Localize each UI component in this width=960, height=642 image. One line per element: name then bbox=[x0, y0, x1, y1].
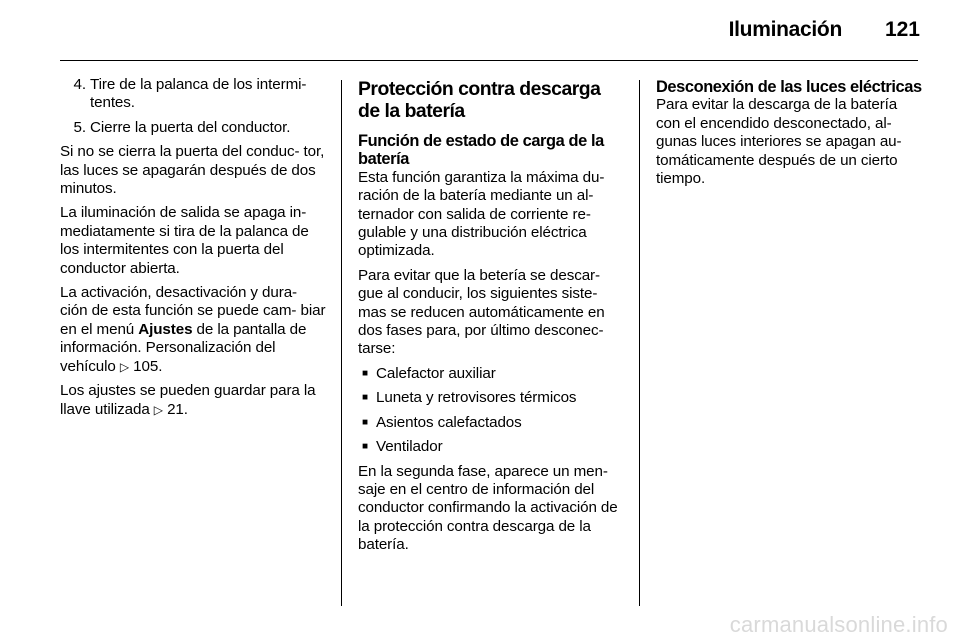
column-divider-2 bbox=[639, 80, 640, 606]
steps-list bbox=[60, 76, 328, 137]
paragraph-text: de la pantalla de información. Personalización del vehículo bbox=[60, 320, 307, 375]
square-bullet-icon: ■ bbox=[362, 367, 368, 379]
page-reference-link[interactable]: 21. bbox=[167, 400, 188, 418]
subsection-heading: Desconexión de las luces eléctricas bbox=[656, 78, 922, 96]
bullet-text: Asientos calefactados bbox=[376, 413, 522, 431]
section-heading: Protección contra descarga de la batería bbox=[358, 78, 601, 122]
list-item bbox=[60, 76, 328, 113]
paragraph: Si no se cierra la puerta del conduc- tor, las luces se apagarán después de dos minutos. bbox=[60, 143, 325, 198]
step-number: 4. bbox=[73, 76, 86, 93]
bullet-text: Ventilador bbox=[376, 438, 443, 456]
list-item bbox=[358, 414, 626, 432]
page-reference-link[interactable]: 105. bbox=[133, 357, 163, 375]
list-item bbox=[358, 438, 626, 456]
paragraph-text: Los ajustes se pueden guardar para la llave utilizada bbox=[60, 382, 316, 418]
square-bullet-icon: ■ bbox=[362, 416, 368, 428]
header-divider bbox=[60, 60, 918, 61]
bullet-text: Luneta y retrovisores térmicos bbox=[376, 389, 577, 407]
menu-name: Ajustes bbox=[138, 320, 193, 338]
step-text: Tire de la palanca de los intermi- tentes. bbox=[90, 76, 307, 112]
subsection-heading: Función de estado de carga de la batería bbox=[358, 132, 604, 169]
paragraph: Para evitar que la betería se descar- gue al conducir, los siguientes siste- mas se reducen automáticamente en dos fases para, por último desconec- tarse: bbox=[358, 266, 605, 358]
square-bullet-icon: ■ bbox=[362, 392, 368, 404]
column-middle bbox=[358, 76, 626, 561]
bullet-text: Calefactor auxiliar bbox=[376, 364, 496, 382]
column-divider-1 bbox=[341, 80, 342, 606]
step-text: Cierre la puerta del conductor. bbox=[90, 118, 291, 136]
paragraph-text: La activación, desactivación y dura- ción de esta función se puede cam- biar en el menú bbox=[60, 284, 326, 338]
paragraph: Para evitar la descarga de la batería con el encendido desconectado, al- gunas luces interiores se apagan au- tomáticamente después de un cierto tiempo. bbox=[656, 96, 902, 188]
xref-arrow-icon: ▷ bbox=[119, 359, 130, 374]
column-left bbox=[60, 76, 328, 425]
bullet-list bbox=[358, 365, 626, 457]
xref-arrow-icon: ▷ bbox=[153, 402, 163, 417]
page-header bbox=[0, 0, 960, 60]
column-right bbox=[656, 76, 924, 194]
step-number: 5. bbox=[73, 118, 86, 136]
list-item bbox=[60, 119, 328, 137]
paragraph bbox=[60, 382, 328, 419]
paragraph: Esta función garantiza la máxima du- ración de la batería mediante un al- ternador con salida de corriente re- gulable y una distribución eléctrica optimizada. bbox=[358, 168, 605, 260]
page-title: Iluminación bbox=[728, 18, 842, 41]
paragraph: En la segunda fase, aparece un men- saje en el centro de información del conductor confirmando la activación de la protección contra descarga de la batería. bbox=[358, 462, 618, 554]
list-item bbox=[358, 389, 626, 407]
page-number: 121 bbox=[884, 18, 920, 41]
list-item bbox=[358, 365, 626, 383]
paragraph: La iluminación de salida se apaga in- mediatamente si tira de la palanca de los intermitentes con la puerta del conductor abierta. bbox=[60, 204, 309, 277]
square-bullet-icon: ■ bbox=[362, 441, 368, 453]
paragraph bbox=[60, 284, 328, 376]
watermark: carmanualsonline.info bbox=[729, 612, 948, 637]
